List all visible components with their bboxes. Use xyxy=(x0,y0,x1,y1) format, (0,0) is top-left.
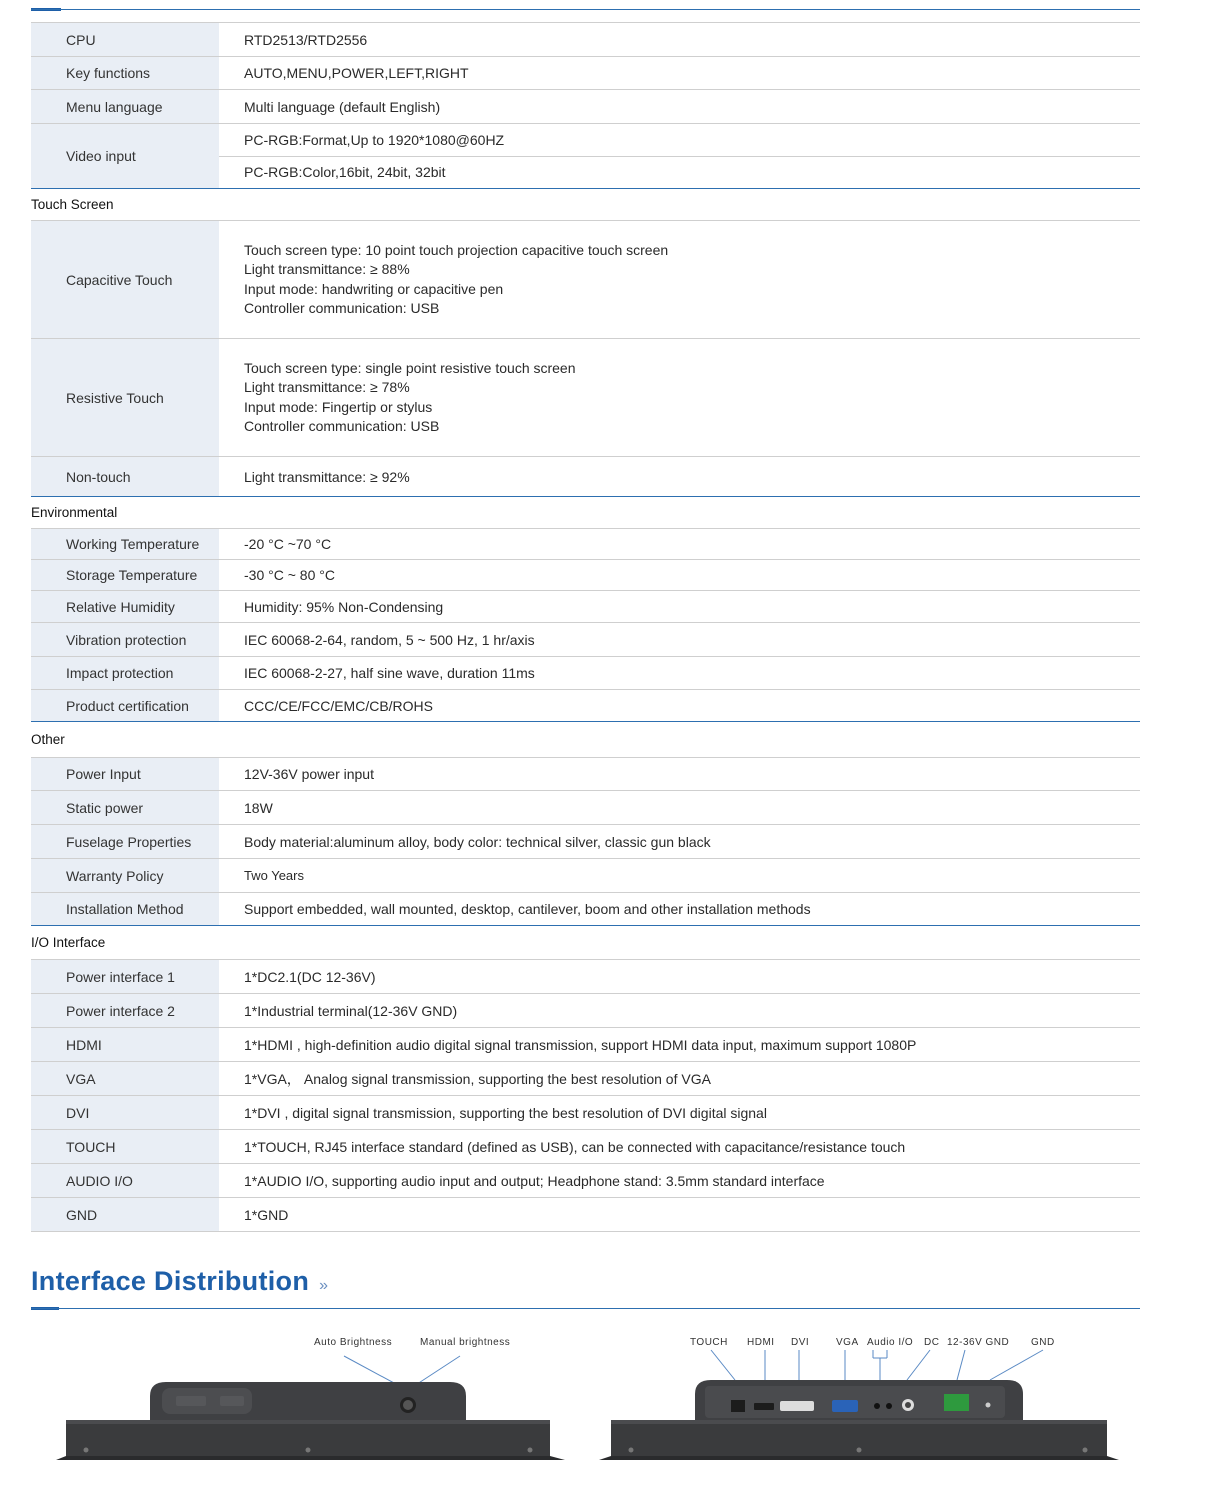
row-value: 1*AUDIO I/O, supporting audio input and output; Headphone stand: 3.5mm standard interface xyxy=(244,1172,825,1189)
section-heading-io: I/O Interface xyxy=(31,926,1140,960)
section-heading-other: Other xyxy=(31,722,1140,758)
callout-hdmi: HDMI xyxy=(747,1337,775,1348)
row-value: RTD2513/RTD2556 xyxy=(244,31,368,48)
row-label: Power interface 2 xyxy=(31,994,219,1027)
table-row xyxy=(31,1028,1140,1062)
row-label: Warranty Policy xyxy=(31,859,219,892)
table-row xyxy=(31,657,1140,690)
row-value: Humidity: 95% Non-Condensing xyxy=(244,598,444,615)
row-label: Relative Humidity xyxy=(31,591,219,622)
row-value: 12V-36V power input xyxy=(244,766,374,782)
table-row xyxy=(31,825,1140,859)
row-label: Storage Temperature xyxy=(31,560,219,590)
row-value: Support embedded, wall mounted, desktop, cantilever, boom and other installation methods xyxy=(244,901,811,917)
table-row xyxy=(31,791,1140,825)
table-row xyxy=(31,560,1140,591)
table-row-video-input xyxy=(31,124,1140,189)
row-label: Fuselage Properties xyxy=(31,825,219,858)
row-value-group xyxy=(219,124,1140,188)
table-row-non-touch xyxy=(31,457,1140,497)
row-value: 1*GND xyxy=(244,1206,289,1223)
interface-divider xyxy=(31,1308,1140,1309)
row-value: 18W xyxy=(244,799,273,816)
row-value: 1*DVI , digital signal transmission, supporting the best resolution of DVI digital signal xyxy=(244,1104,767,1121)
row-value: 1*DC2.1(DC 12-36V) xyxy=(244,968,376,985)
table-row xyxy=(31,529,1140,560)
callout-auto-brightness: Auto Brightness xyxy=(314,1337,393,1348)
device-left-image xyxy=(50,1348,575,1468)
row-value-line: Touch screen type: single point resistive touch screen xyxy=(244,359,576,376)
row-label: Working Temperature xyxy=(31,529,219,559)
row-value: AUTO,MENU,POWER,LEFT,RIGHT xyxy=(244,65,469,81)
table-row-capacitive xyxy=(31,221,1140,339)
callout-dvi: DVI xyxy=(791,1337,810,1348)
row-value: 1*VGA， Analog signal transmission, supporting the best resolution of VGA xyxy=(244,1070,711,1087)
row-value-line: Input mode: Fingertip or stylus xyxy=(244,398,433,415)
spec-table xyxy=(31,22,1140,1232)
row-value: CCC/CE/FCC/EMC/CB/ROHS xyxy=(244,697,434,714)
table-row-resistive xyxy=(31,339,1140,457)
row-value-line: Light transmittance: ≥ 78% xyxy=(244,379,410,395)
table-row xyxy=(31,22,1140,57)
row-label: DVI xyxy=(31,1096,219,1129)
row-value xyxy=(219,221,1140,338)
row-label: Menu language xyxy=(31,90,219,123)
row-value-line: Light transmittance: ≥ 88% xyxy=(244,261,410,277)
row-label: VGA xyxy=(31,1062,219,1095)
row-label: Key functions xyxy=(31,57,219,89)
row-label: Vibration protection xyxy=(31,623,219,656)
row-label: TOUCH xyxy=(31,1130,219,1163)
callout-audio-io: Audio I/O xyxy=(867,1337,914,1348)
row-label: Resistive Touch xyxy=(31,339,219,456)
callout-dc: DC xyxy=(924,1337,940,1348)
table-row xyxy=(31,994,1140,1028)
row-label: Power Input xyxy=(31,758,219,790)
row-label: Impact protection xyxy=(31,657,219,689)
callout-vga: VGA xyxy=(836,1337,859,1348)
row-value: Body material:aluminum alloy, body color: technical silver, classic gun black xyxy=(244,833,711,850)
row-value: 1*TOUCH, RJ45 interface standard (defined as USB), can be connected with capacitance/resistance touch xyxy=(244,1138,906,1155)
table-row xyxy=(31,57,1140,90)
table-row xyxy=(31,1198,1140,1232)
callout-manual-brightness: Manual brightness xyxy=(420,1337,511,1348)
row-label: Non-touch xyxy=(31,457,219,496)
table-row xyxy=(31,90,1140,124)
interface-title-text: Interface Distribution xyxy=(31,1266,310,1296)
row-value-line: Controller communication: USB xyxy=(244,300,440,316)
row-value: Multi language (default English) xyxy=(244,98,441,115)
table-row xyxy=(31,893,1140,926)
row-value: PC-RGB:Format,Up to 1920*1080@60HZ xyxy=(244,131,505,148)
device-right-image xyxy=(595,1348,1125,1468)
row-value: IEC 60068-2-27, half sine wave, duration 11ms xyxy=(244,665,535,681)
chevron-double-right-icon: » xyxy=(319,1277,329,1294)
callout-gnd: GND xyxy=(1031,1337,1055,1348)
table-row xyxy=(31,859,1140,893)
table-row xyxy=(31,1164,1140,1198)
row-label: Power interface 1 xyxy=(31,960,219,993)
section-heading-environmental: Environmental xyxy=(31,497,1140,529)
row-label: Static power xyxy=(31,791,219,824)
callout-touch: TOUCH xyxy=(690,1337,728,1348)
section-heading-touch: Touch Screen xyxy=(31,189,1140,221)
row-value: -20 °C ~70 °C xyxy=(244,536,332,552)
row-label: Installation Method xyxy=(31,893,219,925)
table-row xyxy=(31,1130,1140,1164)
row-value-line: Input mode: handwriting or capacitive pen xyxy=(244,280,504,297)
row-value: 1*Industrial terminal(12-36V GND) xyxy=(244,1002,458,1019)
row-label: Product certification xyxy=(31,690,219,721)
table-row xyxy=(31,690,1140,722)
row-value-line: Controller communication: USB xyxy=(244,418,440,434)
row-label: Video input xyxy=(31,124,219,188)
row-value: Two Years xyxy=(244,868,304,883)
table-row xyxy=(31,960,1140,994)
top-divider xyxy=(31,9,1140,10)
table-row xyxy=(31,758,1140,791)
row-label: Capacitive Touch xyxy=(31,221,219,338)
row-label: AUDIO I/O xyxy=(31,1164,219,1197)
row-label: HDMI xyxy=(31,1028,219,1061)
row-value: Light transmittance: ≥ 92% xyxy=(244,468,410,485)
row-value: IEC 60068-2-64, random, 5 ~ 500 Hz, 1 hr/axis xyxy=(244,631,535,648)
table-row xyxy=(31,591,1140,623)
row-value: PC-RGB:Color,16bit, 24bit, 32bit xyxy=(219,156,1140,189)
row-value: -30 °C ~ 80 °C xyxy=(244,567,335,583)
table-row xyxy=(31,1096,1140,1130)
row-value-line: Touch screen type: 10 point touch projection capacitive touch screen xyxy=(244,241,669,258)
interface-title xyxy=(31,1266,328,1297)
row-label: CPU xyxy=(31,23,219,56)
row-label: GND xyxy=(31,1198,219,1231)
callout-12-36v-gnd: 12-36V GND xyxy=(947,1337,1010,1348)
table-row xyxy=(31,623,1140,657)
row-value xyxy=(219,339,1140,456)
table-row xyxy=(31,1062,1140,1096)
row-value: 1*HDMI , high-definition audio digital signal transmission, support HDMI data input, maximum support 1080P xyxy=(244,1036,917,1053)
